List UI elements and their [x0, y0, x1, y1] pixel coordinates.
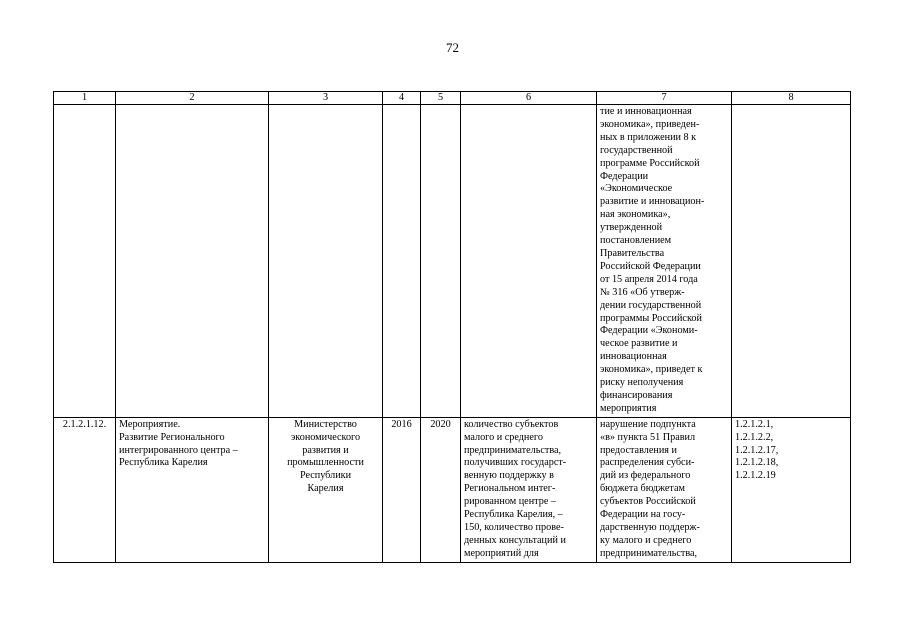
text-line: Правительства — [600, 247, 665, 259]
text-line: Федерации «Экономи- — [600, 325, 698, 337]
header-col-8: 8 — [732, 92, 851, 105]
text-line: программе Российской — [600, 157, 700, 169]
text-line: Карелия — [307, 483, 344, 495]
header-col-3: 3 — [269, 92, 383, 105]
text-line: малого и среднего — [464, 431, 543, 443]
text-line: предоставления и — [600, 444, 677, 456]
text-line: «Экономическое — [600, 183, 673, 195]
text-line: программы Российской — [600, 312, 702, 324]
text-line: экономика», приведет к — [600, 364, 703, 376]
header-col-6: 6 — [461, 92, 597, 105]
text-line: дий из федерального — [600, 470, 691, 482]
header-row — [54, 92, 851, 105]
cont-cell-1 — [54, 105, 116, 418]
text-line: предпринимательства, — [600, 547, 698, 559]
cont-cell-2 — [116, 105, 269, 418]
end-year: 2020 — [421, 417, 461, 562]
text-line: Федерации на госу- — [600, 509, 686, 521]
header-col-5: 5 — [421, 92, 461, 105]
text-line: ческое развитие и — [600, 338, 678, 350]
text-line: тие и инновационная — [600, 106, 692, 117]
text-line: 1.2.1.2.18, — [735, 457, 779, 469]
text-line: «в» пункта 51 Правил — [600, 431, 696, 443]
text-line: развития и — [302, 444, 349, 456]
text-line: Региональном интег- — [464, 483, 556, 495]
page-number: 72 — [446, 40, 459, 55]
text-line: ку малого и среднего — [600, 534, 692, 546]
cont-consequences-cell — [597, 105, 732, 418]
text-line: ная экономика», — [600, 209, 671, 221]
text-line: интегрированного центра – — [119, 444, 238, 456]
text-line: инновационная — [600, 351, 667, 363]
text-line: от 15 апреля 2014 года — [600, 273, 698, 285]
cont-cell-8 — [732, 105, 851, 418]
text-line: денных консультаций и — [464, 534, 566, 546]
executor-cell — [269, 417, 383, 562]
consequences-cell — [597, 417, 732, 562]
cont-cell-4 — [383, 105, 421, 418]
text-line: дении государственной — [600, 299, 702, 311]
cont-cell-5 — [421, 105, 461, 418]
text-line: ных в приложении 8 к — [600, 131, 697, 143]
text-line: Мероприятие. — [119, 418, 181, 430]
text-line: бюджета бюджетам — [600, 483, 685, 495]
program-events-table — [53, 91, 851, 563]
text-line: государственной — [600, 144, 673, 156]
text-line: количество субъектов — [464, 418, 559, 430]
header-col-4: 4 — [383, 92, 421, 105]
text-line: дарственную поддерж- — [600, 522, 700, 533]
text-line: утвержденной — [600, 222, 663, 234]
text-line: постановлением — [600, 235, 672, 247]
text-line: промышленности — [287, 457, 364, 469]
text-line: Республики — [299, 470, 352, 482]
text-line: 150, количество прове- — [464, 522, 564, 533]
event-number: 2.1.2.1.12. — [54, 417, 116, 562]
continuation-row — [54, 105, 851, 418]
text-line: № 316 «Об утверж- — [600, 286, 685, 298]
text-line: распределения субси- — [600, 457, 695, 469]
text-line: 1.2.1.2.19 — [735, 470, 776, 482]
text-line: получивших государст- — [464, 457, 567, 469]
text-line: 1.2.1.2.2, — [735, 431, 774, 443]
cont-cell-6 — [461, 105, 597, 418]
text-line: Республика Карелия, – — [464, 509, 563, 521]
text-line: нарушение подпункта — [600, 418, 696, 430]
text-line: Развитие Регионального — [119, 431, 225, 443]
text-line: Республика Карелия — [119, 457, 208, 469]
text-line: предпринимательства, — [464, 444, 562, 456]
text-line: венную поддержку в — [464, 470, 554, 482]
header-col-7: 7 — [597, 92, 732, 105]
text-line: мероприятия — [600, 402, 657, 414]
text-line: экономического — [290, 431, 361, 443]
cont-cell-3 — [269, 105, 383, 418]
header-col-1: 1 — [54, 92, 116, 105]
expected-result-cell — [461, 417, 597, 562]
indicators-cell — [732, 417, 851, 562]
text-line: 1.2.1.2.17, — [735, 444, 779, 456]
text-line: экономика», приведен- — [600, 118, 700, 130]
header-col-2: 2 — [116, 92, 269, 105]
text-line: мероприятий для — [464, 547, 539, 559]
text-line: развитие и инновацион- — [600, 196, 705, 208]
text-line: Федерации — [600, 170, 649, 182]
start-year: 2016 — [383, 417, 421, 562]
text-line: субъектов Российской — [600, 496, 696, 508]
text-line: финансирования — [600, 389, 673, 401]
event-row — [54, 417, 851, 562]
text-line: риску неполучения — [600, 377, 684, 389]
text-line: Российской Федерации — [600, 260, 701, 272]
text-line: Министерство — [294, 418, 357, 430]
event-title-cell — [116, 417, 269, 562]
text-line: рированном центре – — [464, 496, 556, 508]
text-line: 1.2.1.2.1, — [735, 418, 774, 430]
